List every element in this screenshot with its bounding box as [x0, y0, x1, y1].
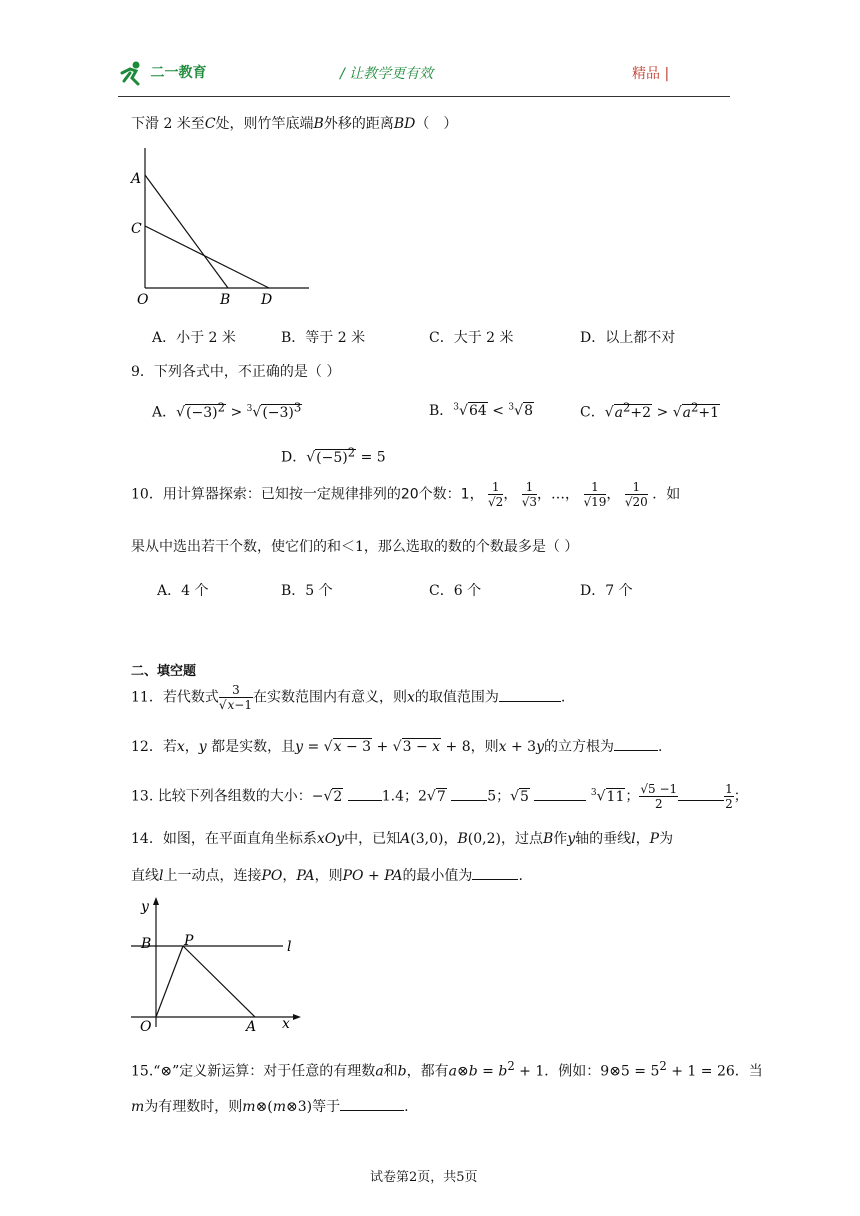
point-P-label: P — [184, 933, 194, 949]
q8-stem: 下滑 2 米至C处，则竹竿底端B外移的距离BD（ ） — [131, 116, 458, 132]
q9-option-a: A．$√(-3)^2 > ^3√(-3)^3$ — [152, 400, 302, 421]
point-A-label: A — [131, 171, 142, 187]
point-C-label: C — [131, 221, 142, 237]
q9-option-d: D．$√(-5)^2 = 5$ — [281, 445, 386, 466]
q13-blank-3[interactable] — [534, 788, 586, 801]
point-O-label: O — [137, 292, 149, 308]
page-footer: 试卷第2页，共5页 — [370, 1170, 478, 1185]
q14-line1: 14．如图，在平面直角坐标系xOy中，已知A(3,0)，B(0,2)，过点B作y轴的垂线l，P为 — [131, 831, 674, 847]
point-O-label: O — [140, 1019, 152, 1035]
q9-option-b: B．$^3$√64 < $^3$√8 — [429, 402, 533, 419]
q12: 12．若x，y 都是实数，且y = √x − 3 + √3 − x + 8，则x + 3y的立方根为 . — [131, 739, 663, 755]
q8-option-b: B．等于 2 米 — [281, 330, 366, 346]
axis-x-label: x — [282, 1016, 290, 1032]
q9-stem: 9．下列各式中，不正确的是（ ） — [131, 364, 341, 380]
q14-answer-blank[interactable] — [472, 867, 518, 880]
q8-ladder-figure — [125, 140, 315, 310]
q13-blank-1[interactable] — [348, 788, 382, 801]
q13: 13. 比较下列各组数的大小：−√2 1.4；2√7 5；√5 $^3$√11； $\frac{√5 -1}{2}$ $\frac{1}{2}$ ； — [131, 782, 748, 811]
q15-line1: 15.“⊗”定义新运算：对于任意的有理数a和b，都有a⊗b = $b^2 + 1$．例如：9⊗5 = $5^2 + 1 = 26$．当 — [131, 1059, 763, 1080]
premium-badge: 精品 | — [632, 66, 670, 82]
q10-option-a: A．4 个 — [157, 583, 209, 599]
slogan: / 让教学更有效 — [340, 66, 434, 82]
logo-text: 二一教育 — [150, 65, 207, 81]
axis-y-label: y — [141, 899, 149, 915]
q14-coordinate-figure — [125, 895, 305, 1040]
q13-blank-4[interactable] — [678, 788, 724, 801]
q10-stem-line1: 10．用计算器探索：已知按一定规律排列的20个数：1， $\frac{1}{√2}$ ， $\frac{1}{√3}$ ，…， $\frac{1}{√19}$ ， $\frac{1}{√20}$ ．如 — [131, 480, 681, 509]
q15-answer-blank[interactable] — [340, 1098, 404, 1111]
logo — [116, 60, 206, 86]
section-title-fill-in: 二、填空题 — [131, 664, 197, 679]
point-B-label: B — [220, 292, 231, 308]
line-l-label: l — [287, 939, 292, 955]
q9-option-c: C．$√a^2+2 > √a^2+1$ — [580, 400, 720, 421]
point-B-label: B — [141, 936, 152, 952]
q8-option-a: A．小于 2 米 — [152, 330, 236, 346]
q11: 11．若代数式 $\frac{3}{√x-1}$ 在实数范围内有意义，则x的取值范围为 . — [131, 683, 566, 712]
point-D-label: D — [261, 292, 273, 308]
q14-line2: 直线l上一动点，连接PO，PA，则PO + PA的最小值为 . — [131, 868, 523, 884]
q10-stem-line2: 果从中选出若干个数，使它们的和＜1，那么选取的数的个数最多是（ ） — [131, 539, 579, 555]
q11-answer-blank[interactable] — [499, 689, 561, 702]
point-A-label: A — [246, 1019, 257, 1035]
q10-option-d: D．7 个 — [580, 583, 633, 599]
q10-option-b: B．5 个 — [281, 583, 333, 599]
header-divider — [118, 96, 730, 97]
q10-option-c: C．6 个 — [429, 583, 482, 599]
q12-answer-blank[interactable] — [614, 738, 658, 751]
q8-option-c: C．大于 2 米 — [429, 330, 514, 346]
q8-option-d: D．以上都不对 — [580, 330, 676, 346]
runner-logo-icon — [116, 60, 146, 86]
q13-blank-2[interactable] — [451, 788, 487, 801]
q15-line2: m为有理数时，则m⊗(m⊗3)等于 . — [131, 1099, 409, 1115]
